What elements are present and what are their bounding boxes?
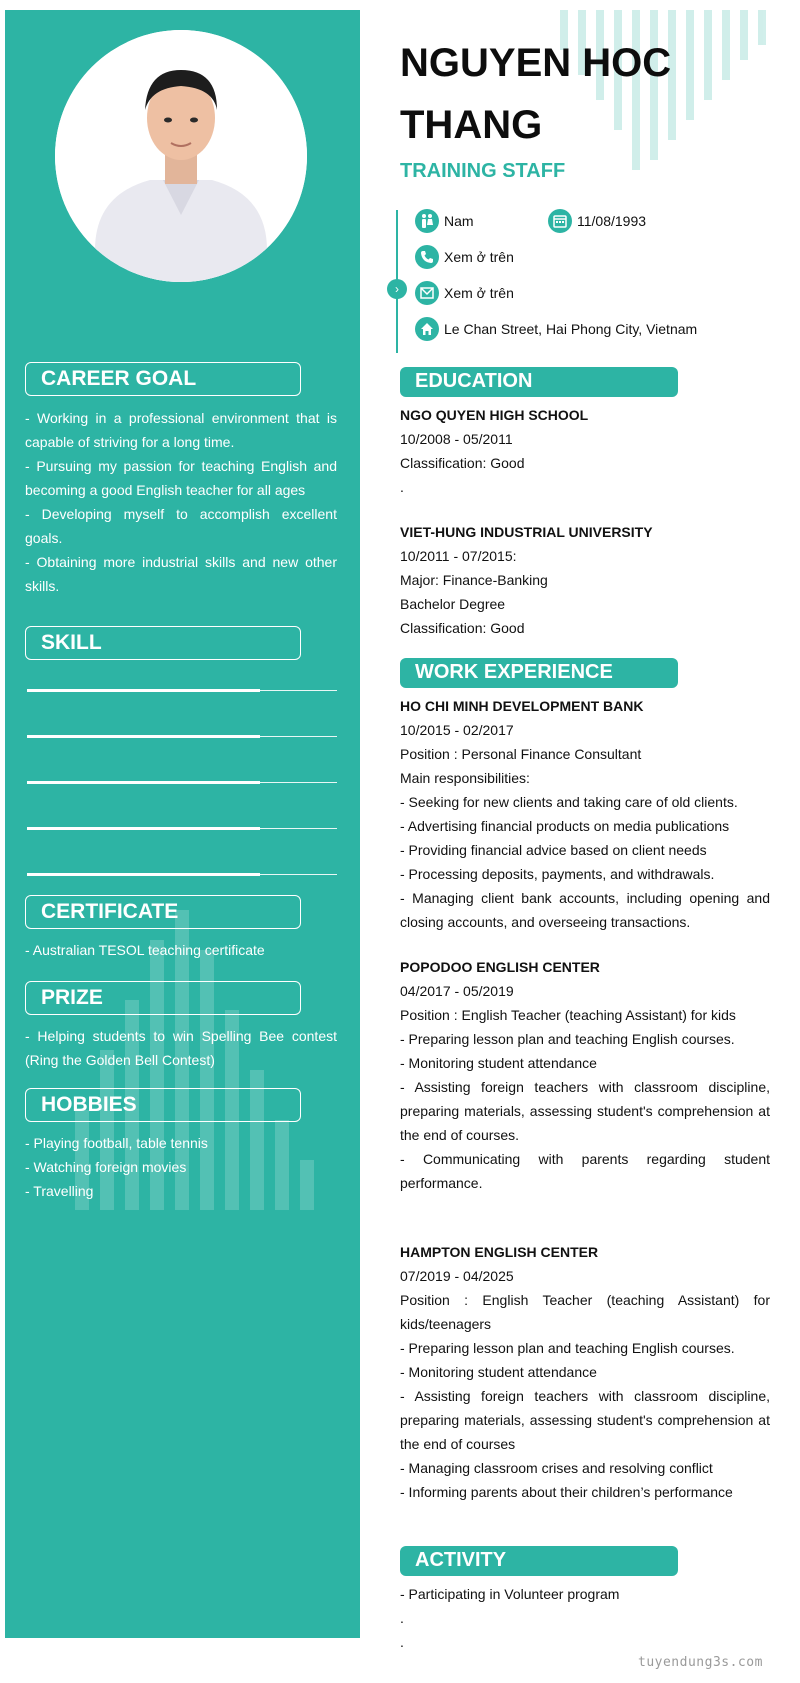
activity-line: - Participating in Volunteer program [400,1586,620,1602]
school-line: Major: Finance-Banking [400,572,548,588]
career-goal-line: - Working in a professional environment that is capable of striving for a long time. [25,410,337,450]
job-line: - Monitoring student attendance [400,1055,597,1071]
job-line: 07/2019 - 04/2025 [400,1268,514,1284]
job-line: - Communicating with parents regarding student performance. [400,1151,770,1191]
hobby-line: - Travelling [25,1183,94,1199]
job-line: Position : Personal Finance Consultant [400,746,642,762]
job-line: - Informing parents about their children’s performance [400,1484,733,1500]
career-goal-line: - Obtaining more industrial skills and new other skills. [25,554,337,594]
phone-value: Xem ở trên [444,249,514,265]
activity-line: . [400,1610,404,1626]
certificate-line: - Australian TESOL teaching certificate [25,942,265,958]
prize-heading [25,981,301,1015]
prize-line: - Helping students to win Spelling Bee contest (Ring the Golden Bell Contest) [25,1028,337,1068]
education-school [400,520,770,640]
job-entry [400,1240,770,1504]
skill-level-bar [27,781,260,784]
skill-level-bar [27,689,260,692]
skill-item [25,663,337,703]
hobbies-text [25,1131,337,1203]
hobbies-title: HOBBIES [41,1093,137,1116]
school-line: . [400,479,404,495]
phone-icon [415,245,439,269]
career-goal-text [25,406,337,598]
certificate-heading [25,895,301,929]
activity-text [400,1582,770,1654]
skill-item [25,755,337,795]
work-experience-heading [400,658,678,688]
name-line: THANG [400,103,543,147]
job-line: Main responsibilities: [400,770,530,786]
job-line: - Preparing lesson plan and teaching English courses. [400,1031,735,1047]
hobbies-heading [25,1088,301,1122]
job-line: - Seeking for new clients and taking care of old clients. [400,794,738,810]
chevron-right-icon: › [387,279,407,299]
name-line: NGUYEN HOC [400,41,672,85]
career-goal-line: - Developing myself to accomplish excellent goals. [25,506,337,546]
home-icon [415,317,439,341]
gender-icon [415,209,439,233]
education-school [400,403,770,499]
job-line: - Monitoring student attendance [400,1364,597,1380]
calendar-icon [548,209,572,233]
activity-heading [400,1546,678,1576]
job-line: - Managing client bank accounts, including opening and closing accounts, and overseeing transactions. [400,890,770,930]
job-line: Position : English Teacher (teaching Assistant) for kids [400,1007,736,1023]
career-goal-line: - Pursuing my passion for teaching English and becoming a good English teacher for all ages [25,458,337,498]
skill-level-bar [27,735,260,738]
job-line: - Assisting foreign teachers with classroom discipline, preparing materials, assessing student's comprehension at the end of courses [400,1388,770,1452]
sidebar [5,10,360,1638]
job-line: - Managing classroom crises and resolving conflict [400,1460,713,1476]
job-organization: POPODOO ENGLISH CENTER [400,959,600,975]
school-line: Bachelor Degree [400,596,506,612]
gender-row [415,208,474,234]
birthdate-value: 11/08/1993 [577,213,647,229]
mail-icon [415,281,439,305]
job-line: 04/2017 - 05/2019 [400,983,514,999]
school-line: 10/2008 - 05/2011 [400,431,513,447]
profile-photo [55,30,307,282]
education-title: EDUCATION [415,370,533,392]
hobby-line: - Playing football, table tennis [25,1135,208,1151]
job-line: - Preparing lesson plan and teaching English courses. [400,1340,735,1356]
skill-level-bar [27,827,260,830]
gender-value: Nam [444,213,474,229]
job-line: - Processing deposits, payments, and withdrawals. [400,866,715,882]
school-line: 10/2011 - 07/2015: [400,548,517,564]
job-line: Position : English Teacher (teaching Assistant) for kids/teenagers [400,1292,770,1332]
hobby-line: - Watching foreign movies [25,1159,187,1175]
skill-title: SKILL [41,631,102,654]
watermark: tuyendung3s.com [638,1655,763,1670]
address-row [415,316,697,342]
career-goal-title: CAREER GOAL [41,367,197,390]
skill-level-bar [27,873,260,876]
prize-title: PRIZE [41,986,103,1009]
certificate-title: CERTIFICATE [41,900,179,923]
job-entry [400,955,770,1195]
skill-item [25,801,337,841]
career-goal-heading [25,362,301,396]
activity-line: . [400,1634,404,1650]
job-organization: HAMPTON ENGLISH CENTER [400,1244,599,1260]
job-line: - Providing financial advice based on client needs [400,842,707,858]
school-name: VIET-HUNG INDUSTRIAL UNIVERSITY [400,524,653,540]
job-line: - Assisting foreign teachers with classroom discipline, preparing materials, assessing student's comprehension at the end of courses. [400,1079,770,1143]
prize-text [25,1024,337,1072]
email-row [415,280,514,306]
skill-item [25,847,337,887]
skill-heading [25,626,301,660]
education-heading [400,367,678,397]
activity-title: ACTIVITY [415,1549,507,1571]
job-line: - Advertising financial products on media publications [400,818,730,834]
email-value: Xem ở trên [444,285,514,301]
phone-row [415,244,514,270]
work-experience-title: WORK EXPERIENCE [415,661,613,683]
job-line: 10/2015 - 02/2017 [400,722,514,738]
avatar-portrait [55,30,307,282]
certificate-text [25,938,337,962]
job-entry [400,694,770,934]
school-line: Classification: Good [400,620,525,636]
birthdate-row [548,208,646,234]
skill-item [25,709,337,749]
job-organization: HO CHI MINH DEVELOPMENT BANK [400,698,644,714]
job-title: TRAINING STAFF [400,160,566,182]
address-value: Le Chan Street, Hai Phong City, Vietnam [444,321,698,337]
school-line: Classification: Good [400,455,525,471]
candidate-name [400,32,700,156]
school-name: NGO QUYEN HIGH SCHOOL [400,407,589,423]
